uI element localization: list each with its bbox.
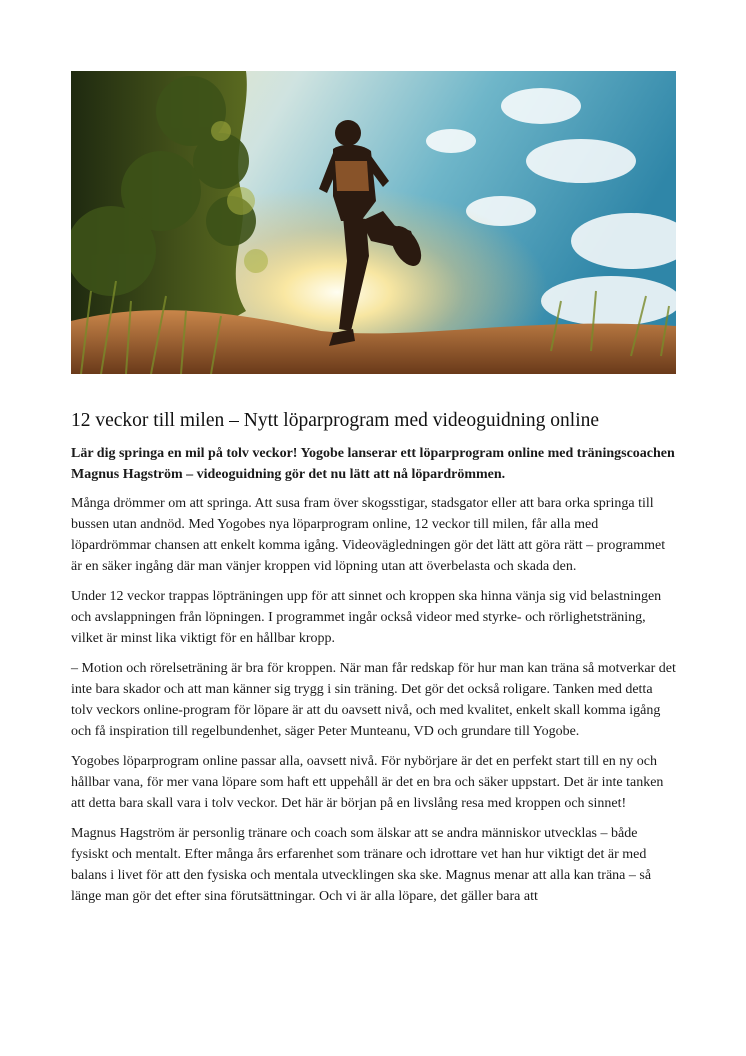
hero-photo [71, 71, 676, 374]
article-paragraph: Under 12 veckor trappas löpträningen upp för att sinnet och kroppen ska hinna vänja sig vid belastningen och avslappningen från löpningen. I programmet ingår också videor med styrke- och rörlighetsträning, vilket är minst lika viktigt för en hållbar kropp. [71, 589, 662, 646]
article-lead: Lär dig springa en mil på tolv veckor! Yogobe lanserar ett löparprogram online med träningscoachen Magnus Hagström – videoguidning gör det nu lätt att nå löpardrömmen. [71, 446, 675, 482]
article-paragraph: Yogobes löparprogram online passar alla, oavsett nivå. För nybörjare är det en perfekt start till en ny och hållbar vana, för mer vana löpare som haft ett uppehåll är det en bra och säker uppstart. Det är inte tanken att detta bara skall vara i tolv veckor. Det här är början på en livslång resa med kroppen och sinnet! [71, 754, 664, 811]
article [71, 408, 677, 916]
article-paragraph: Många drömmer om att springa. Att susa fram över skogsstigar, stadsgator eller att bara orka springa till bussen utan andnöd. Med Yogobes nya löparprogram online, 12 veckor till milen, får alla med löpardrömmar chansen att enkelt komma igång. Videovägledningen gör det lätt att göra rätt – programmet är en säker ingång där man vänjer kroppen vid löpning utan att överbelasta och skada den. [71, 496, 666, 574]
article-title: 12 veckor till milen – Nytt löparprogram med videoguidning online [71, 410, 600, 431]
article-paragraph: Magnus Hagström är personlig tränare och coach som älskar att se andra människor utvecklas – både fysiskt och mentalt. Efter många års erfarenhet som tränare och idrottare vet han hur viktigt det är med balans i livet för att den fysiska och mentala utvecklingen ska ske. Magnus menar att alla kan träna – så länge man gör det efter sina förutsättningar. Och vi är alla löpare, det gäller bara att [71, 826, 652, 904]
article-paragraph: – Motion och rörelseträning är bra för kroppen. När man får redskap för hur man kan träna så motverkar det inte bara skador och att man känner sig trygg i sin träning. Det gör det också roligare. Tanken med detta tolv veckors online-program för löpare är att du oavsett nivå, och med kvalitet, enkelt skall komma igång och få inspiration till regelbundenhet, säger Peter Munteanu, VD och grundare till Yogobe. [71, 661, 676, 739]
runner-sunset-photo [71, 71, 676, 374]
